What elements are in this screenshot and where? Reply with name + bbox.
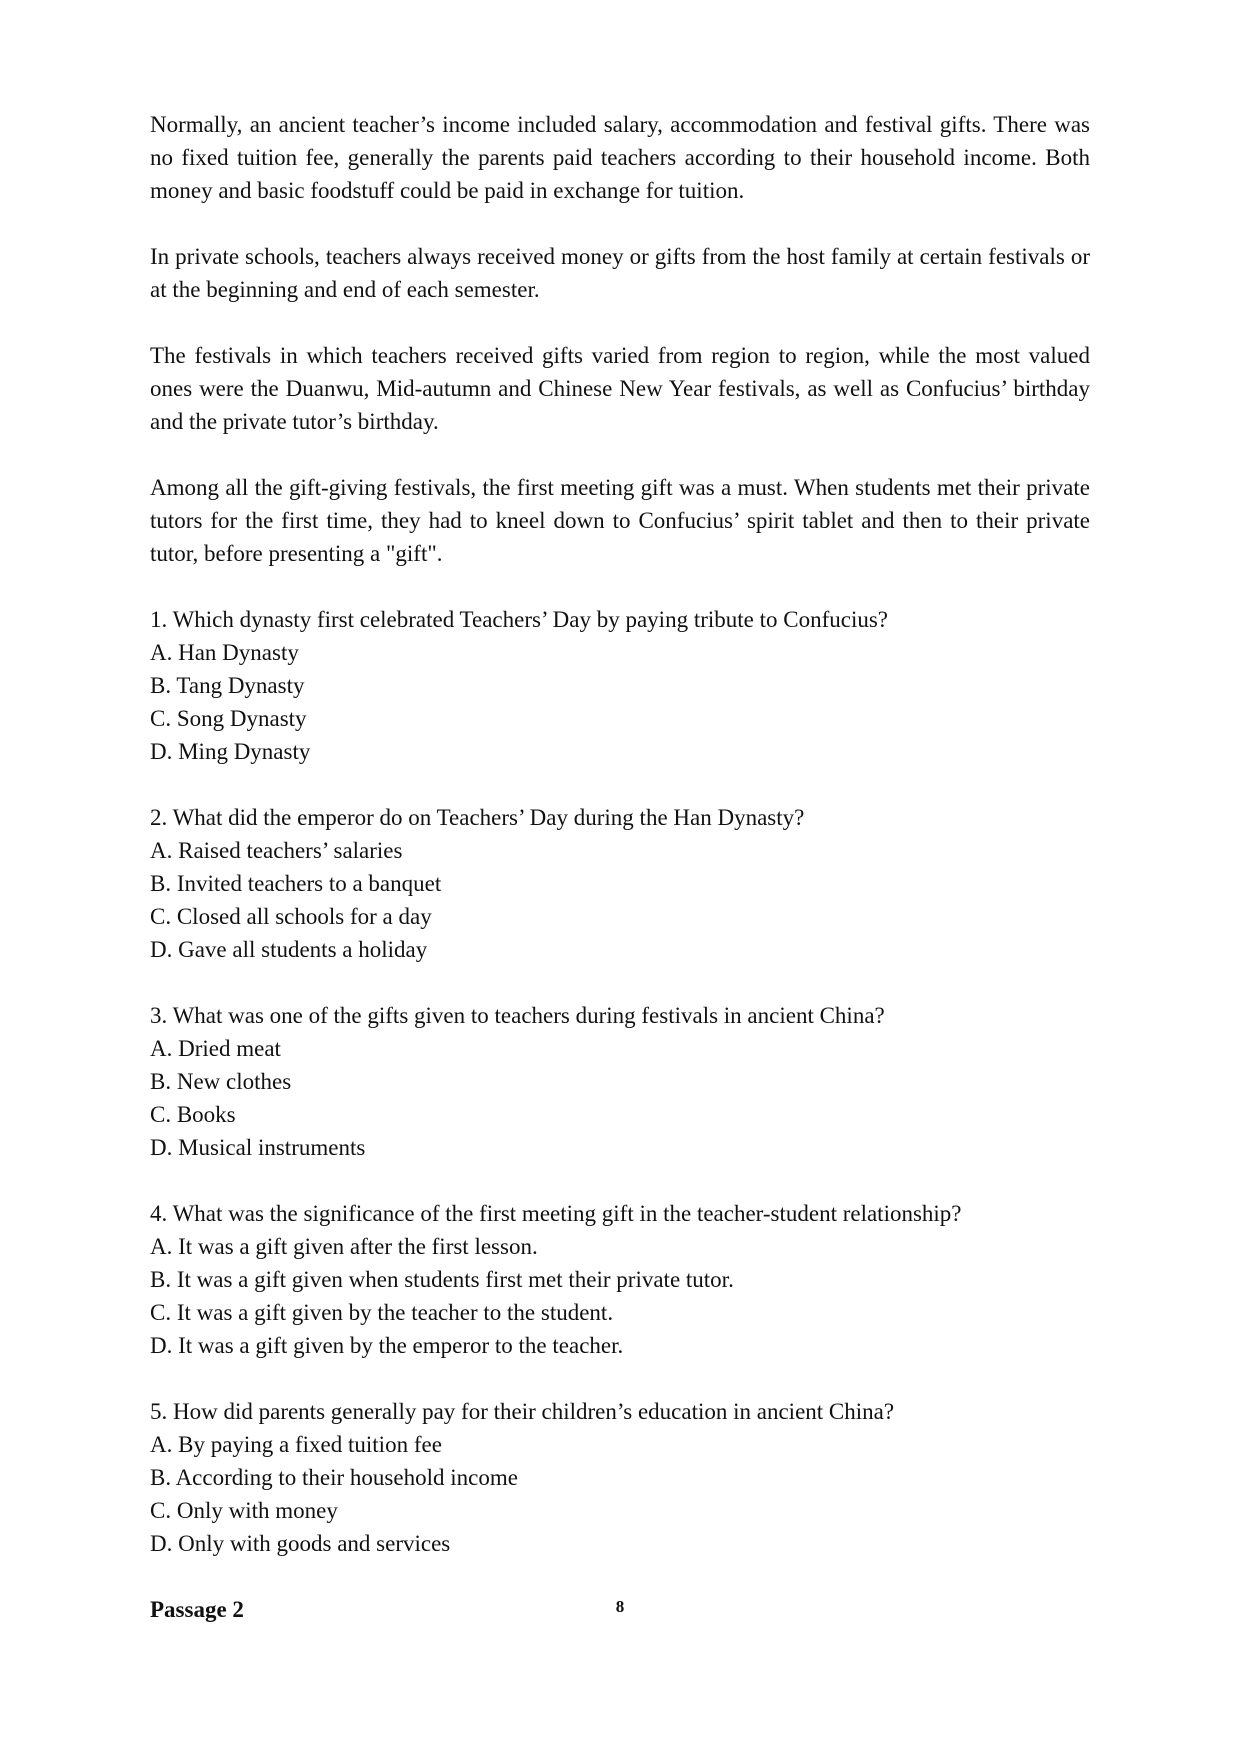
question-text: 2. What did the emperor do on Teachers’ Day during the Han Dynasty?: [150, 805, 805, 830]
option-b: B. New clothes: [150, 1069, 292, 1094]
question-text: 5. How did parents generally pay for their children’s education in ancient China?: [150, 1399, 895, 1424]
option-d: D. Ming Dynasty: [150, 739, 311, 764]
option-a: A. Dried meat: [150, 1036, 281, 1061]
option-b: B. Tang Dynasty: [150, 673, 305, 698]
question-3: [150, 999, 1090, 1164]
option-c: C. Only with money: [150, 1498, 338, 1523]
document-page: [150, 108, 1090, 1626]
paragraph-first-meeting-gift: Among all the gift-giving festivals, the first meeting gift was a must. When students met their private tutors for the first time, they had to kneel down to Confucius’ spirit tablet and then to their private tutor, before presenting a "gift".: [150, 475, 1090, 566]
section-heading: Passage 2: [150, 1597, 244, 1622]
question-text: 3. What was one of the gifts given to teachers during festivals in ancient China?: [150, 1003, 885, 1028]
option-d: D. Gave all students a holiday: [150, 937, 428, 962]
question-4: [150, 1197, 1090, 1362]
question-5: [150, 1395, 1090, 1560]
paragraph-private-schools: In private schools, teachers always received money or gifts from the host family at certain festivals or at the beginning and end of each semester.: [150, 244, 1090, 302]
option-a: A. Han Dynasty: [150, 640, 299, 665]
option-d: D. Musical instruments: [150, 1135, 366, 1160]
question-2: [150, 801, 1090, 966]
option-c: C. Closed all schools for a day: [150, 904, 432, 929]
option-b: B. According to their household income: [150, 1465, 518, 1490]
paragraph-income: Normally, an ancient teacher’s income included salary, accommodation and festival gifts. There was no fixed tuition fee, generally the parents paid teachers according to their household income. Both money and basic foodstuff could be paid in exchange for tuition.: [150, 112, 1090, 203]
option-a: A. Raised teachers’ salaries: [150, 838, 403, 863]
option-a: A. By paying a fixed tuition fee: [150, 1432, 442, 1457]
question-text: 4. What was the significance of the first meeting gift in the teacher-student relationship?: [150, 1201, 962, 1226]
option-c: C. Song Dynasty: [150, 706, 307, 731]
option-c: C. It was a gift given by the teacher to the student.: [150, 1300, 614, 1325]
question-1: [150, 603, 1090, 768]
option-c: C. Books: [150, 1102, 236, 1127]
option-d: D. Only with goods and services: [150, 1531, 451, 1556]
option-b: B. It was a gift given when students first met their private tutor.: [150, 1267, 734, 1292]
option-b: B. Invited teachers to a banquet: [150, 871, 442, 896]
page-number: 8: [615, 1597, 625, 1616]
option-a: A. It was a gift given after the first lesson.: [150, 1234, 538, 1259]
option-d: D. It was a gift given by the emperor to the teacher.: [150, 1333, 624, 1358]
question-text: 1. Which dynasty first celebrated Teachers’ Day by paying tribute to Confucius?: [150, 607, 888, 632]
paragraph-festivals: The festivals in which teachers received gifts varied from region to region, while the most valued ones were the Duanwu, Mid-autumn and Chinese New Year festivals, as well as Confucius’ birthday and the private tutor’s birthday.: [150, 343, 1090, 434]
